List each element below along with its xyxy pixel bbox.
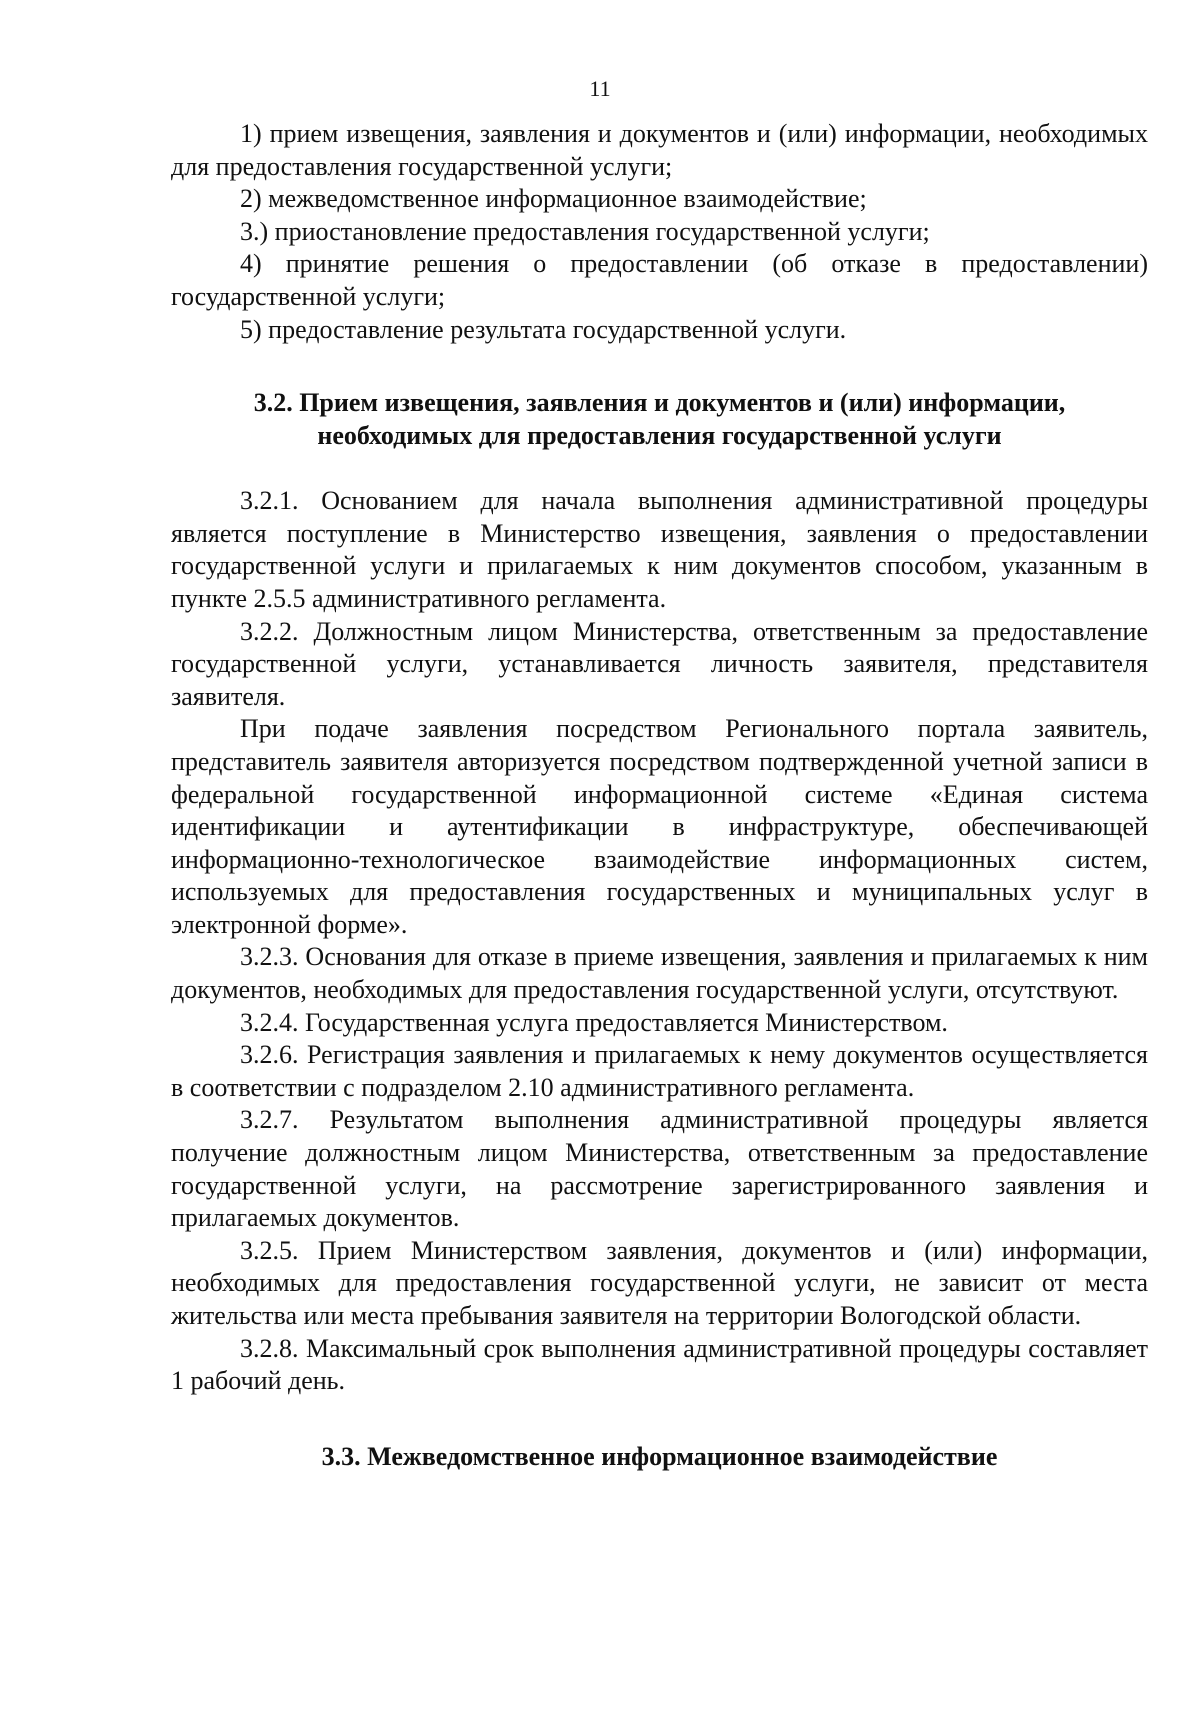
section-heading-line: 3.2. Прием извещения, заявления и документов и (или) информации, xyxy=(253,388,1066,418)
paragraph-3-2-1: 3.2.1. Основанием для начала выполнения административной процедуры является поступление в Министерство извещения, заявления о предоставлении государственной услуги и прилагаемых к ним документов способом, указанным в пункте 2.5.5 административного регламента. xyxy=(171,486,1148,613)
list-item: 4) принятие решения о предоставлении (об отказе в предоставлении) государственной услуги; xyxy=(171,249,1148,311)
paragraph-3-2-3: 3.2.3. Основания для отказе в приеме извещения, заявления и прилагаемых к ним документов, необходимых для предоставления государственной услуги, отсутствуют. xyxy=(171,942,1148,1005)
document-body xyxy=(171,118,1148,1473)
list-item: 1) прием извещения, заявления и документов и (или) информации, необходимых для предоставления государственной услуги; xyxy=(171,119,1148,181)
list-item: 3.) приостановление предоставления государственной услуги; xyxy=(240,216,930,246)
list-item: 5) предоставление результата государственной услуги. xyxy=(240,314,847,344)
page-number: 11 xyxy=(589,76,611,101)
section-heading-3-2 xyxy=(171,386,1148,452)
paragraph-3-2-2: 3.2.2. Должностным лицом Министерства, ответственным за предоставление государственной услуги, устанавливается личность заявителя, представителя заявителя. xyxy=(171,616,1148,711)
paragraph-portal-auth: При подаче заявления посредством Регионального портала заявитель, представитель заявителя авторизуется посредством подтвержденной учетной записи в федеральной государственной информационной системе «Единая система идентификации и аутентификации в инфраструктуре, обеспечивающей информационно-технологическое взаимодействие информационных систем, используемых для предоставления государственных и муниципальных услуг в электронной форме». xyxy=(171,714,1148,939)
section-heading-3-3: 3.3. Межведомственное информационное взаимодействие xyxy=(321,1441,998,1471)
paragraph-3-2-5: 3.2.5. Прием Министерством заявления, документов и (или) информации, необходимых для предоставления государственной услуги, не зависит от места жительства или места пребывания заявителя на территории Вологодской области. xyxy=(171,1235,1148,1330)
section-heading-line: необходимых для предоставления государственной услуги xyxy=(317,421,1002,451)
paragraph-3-2-4: 3.2.4. Государственная услуга предоставляется Министерством. xyxy=(240,1007,948,1037)
paragraph-3-2-6: 3.2.6. Регистрация заявления и прилагаемых к нему документов осуществляется в соответствии с подразделом 2.10 административного регламента. xyxy=(171,1040,1148,1102)
paragraph-3-2-7: 3.2.7. Результатом выполнения административной процедуры является получение должностным лицом Министерства, ответственным за предоставление государственной услуги, на рассмотрение зарегистрированного заявления и прилагаемых документов. xyxy=(171,1105,1148,1233)
paragraph-3-2-8: 3.2.8. Максимальный срок выполнения административной процедуры составляет 1 рабочий день. xyxy=(171,1333,1148,1396)
list-item: 2) межведомственное информационное взаимодействие; xyxy=(240,184,867,214)
